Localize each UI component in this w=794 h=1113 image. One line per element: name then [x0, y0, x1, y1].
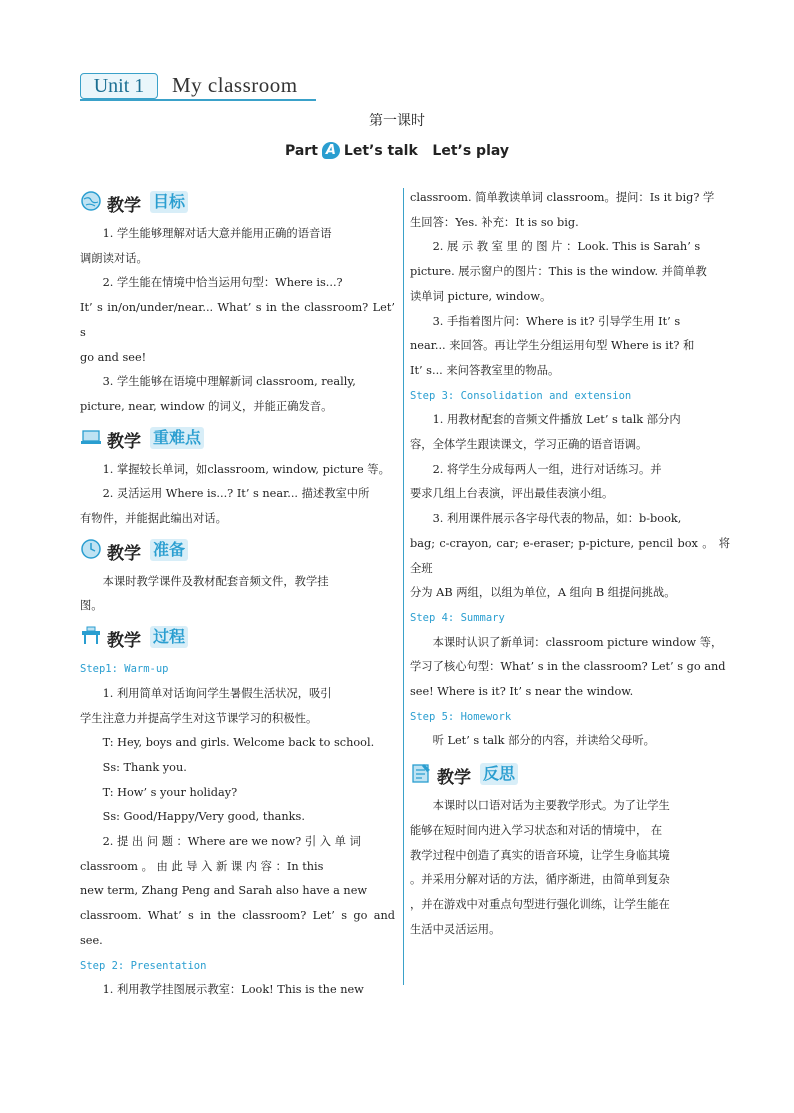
- key-points-line: 1. 掌握较长单词，如classroom, window, picture 等。: [102, 462, 390, 476]
- process-line: 本课时认识了新单词：classroom picture window 等，: [432, 635, 723, 649]
- step-heading: Step 3: Consolidation and extension: [410, 389, 632, 402]
- process-line: 学生注意力并提高学生对这节课学习的积极性。: [80, 711, 318, 725]
- process-line: Ss: Good/Happy/Very good, thanks.: [102, 810, 305, 824]
- left-column: [80, 188, 395, 1003]
- goals-line: 1. 学生能够理解对话大意并能用正确的语音语: [102, 227, 332, 240]
- process-line: 1. 用教材配套的音频文件播放 Let’ s talk 部分内: [432, 413, 681, 427]
- goals-heading: [80, 188, 395, 218]
- process-line: 2. 提 出 问 题 ：Where are we now? 引 入 单 词: [102, 835, 361, 849]
- part-label: Part: [284, 143, 318, 159]
- lesson-number: 第一课时: [369, 113, 425, 129]
- process-line: near... 来回答。再让学生分组运用句型 Where is it? 和: [410, 339, 695, 353]
- part-letter-badge: A: [322, 142, 340, 159]
- process-subtitle: 过程: [150, 626, 188, 648]
- right-column: [410, 186, 730, 942]
- globe-icon: [80, 190, 102, 212]
- process-line: 2. 将学生分成每两人一组，进行对话练习。并: [432, 462, 662, 476]
- goals-line: 2. 学生能在情境中恰当运用句型：Where is...?: [102, 276, 343, 290]
- goals-line: picture, near, window 的词义，并能正确发音。: [80, 399, 333, 413]
- process-line: 生回答：Yes. 补充：It is so big.: [410, 215, 579, 229]
- process-line: 学习了核心句型：What’ s in the classroom? Let’ s go and: [410, 660, 726, 674]
- reflection-line: ，并在游戏中对重点句型进行强化训练，让学生能在: [410, 897, 670, 911]
- process-line: 读单词 picture, window。: [410, 289, 552, 303]
- goals-title: 教学: [107, 196, 141, 216]
- process-line: 3. 手指着图片问：Where is it? 引导学生用 It’ s: [432, 314, 681, 328]
- step-heading: Step 5: Homework: [410, 710, 512, 723]
- goals-line: go and see!: [80, 350, 147, 364]
- reflection-title: 教学: [437, 768, 471, 789]
- unit-underline: [80, 99, 316, 101]
- prep-heading: [80, 536, 395, 566]
- process-line: classroom 。 由 此 导 入 新 课 内 容 ：In this: [80, 859, 324, 873]
- process-line: 分为 AB 两组，以组为单位，A 组向 B 组提问挑战。: [410, 586, 676, 600]
- goals-subtitle: 目标: [150, 191, 188, 213]
- unit-title: My classroom: [172, 73, 298, 97]
- column-divider: [403, 188, 404, 985]
- process-line: T: Hey, boys and girls. Welcome back to school.: [102, 736, 375, 750]
- notebook-icon: [410, 762, 432, 784]
- process-line: classroom. What’ s in the classroom? Let’ s go and see.: [80, 909, 395, 947]
- part-heading: [0, 142, 794, 159]
- desk-icon: [80, 625, 102, 647]
- process-line: 容，全体学生跟读课文，学习正确的语音语调。: [410, 438, 648, 452]
- process-line: It’ s... 来问答教室里的物品。: [410, 363, 560, 377]
- process-line: bag; c-crayon, car; e-eraser; p-picture, pencil box 。 将全班: [410, 536, 730, 575]
- process-line: picture. 展示窗户的图片：This is the window. 并简单教: [410, 265, 707, 279]
- process-line: 1. 利用简单对话询问学生暑假生活状况，吸引: [102, 686, 332, 700]
- prep-line: 本课时教学课件及教材配套音频文件，教学挂: [102, 574, 329, 588]
- prep-subtitle: 准备: [150, 539, 188, 561]
- process-line: 听 Let’ s talk 部分的内容，并读给父母听。: [432, 734, 655, 748]
- clock-icon: [80, 538, 102, 560]
- process-line: new term, Zhang Peng and Sarah also have a new: [80, 884, 368, 898]
- goals-line: 3. 学生能够在语境中理解新词 classroom, really,: [102, 375, 356, 389]
- process-line: 3. 利用课件展示各字母代表的物品，如：b-book,: [432, 512, 682, 526]
- goals-line: 调朗读对话。: [80, 251, 148, 265]
- process-heading: [80, 623, 395, 653]
- reflection-line: 。并采用分解对话的方法，循序渐进，由简单到复杂: [410, 873, 670, 887]
- process-line: see! Where is it? It’ s near the window.: [410, 685, 634, 699]
- reflection-line: 能够在短时间内进入学习状态和对话的情境中， 在: [410, 823, 663, 837]
- step-heading: Step1: Warm-up: [80, 663, 169, 676]
- process-line: 要求几组上台表演，评出最佳表演小组。: [410, 487, 614, 501]
- step-heading: Step 2: Presentation: [80, 959, 207, 972]
- unit-badge: Unit 1: [80, 73, 158, 99]
- key-points-line: 2. 灵活运用 Where is...? It’ s near... 描述教室中所: [102, 487, 370, 501]
- reflection-line: 生活中灵活运用。: [410, 922, 501, 936]
- key-points-subtitle: 重难点: [150, 427, 204, 449]
- laptop-icon: [80, 426, 102, 448]
- process-line: Ss: Thank you.: [102, 760, 187, 774]
- reflection-line: 本课时以口语对话为主要教学形式。为了让学生: [432, 799, 670, 813]
- process-line: classroom. 简单教读单词 classroom。提问：Is it big? 学: [410, 191, 715, 204]
- process-line: 1. 利用教学挂图展示教室：Look! This is the new: [102, 983, 364, 997]
- process-title: 教学: [107, 631, 141, 652]
- prep-line: 图。: [80, 599, 103, 613]
- key-points-heading: [80, 424, 395, 454]
- reflection-line: 教学过程中创造了真实的语音环境，让学生身临其境: [410, 848, 670, 862]
- step-heading: Step 4: Summary: [410, 611, 505, 624]
- key-points-title: 教学: [107, 431, 141, 452]
- part-title: Let’s talk Let’s play: [343, 143, 510, 159]
- process-line: T: How’ s your holiday?: [102, 785, 238, 799]
- reflection-subtitle: 反思: [480, 763, 518, 785]
- prep-title: 教学: [107, 543, 141, 564]
- process-line: 2. 展 示 教 室 里 的 图 片 ：Look. This is Sarah’ s: [432, 240, 701, 254]
- reflection-heading: [410, 760, 730, 790]
- goals-line: It’ s in/on/under/near... What’ s in the classroom? Let’ s: [80, 301, 395, 339]
- key-points-line: 有物件，并能据此编出对话。: [80, 512, 227, 526]
